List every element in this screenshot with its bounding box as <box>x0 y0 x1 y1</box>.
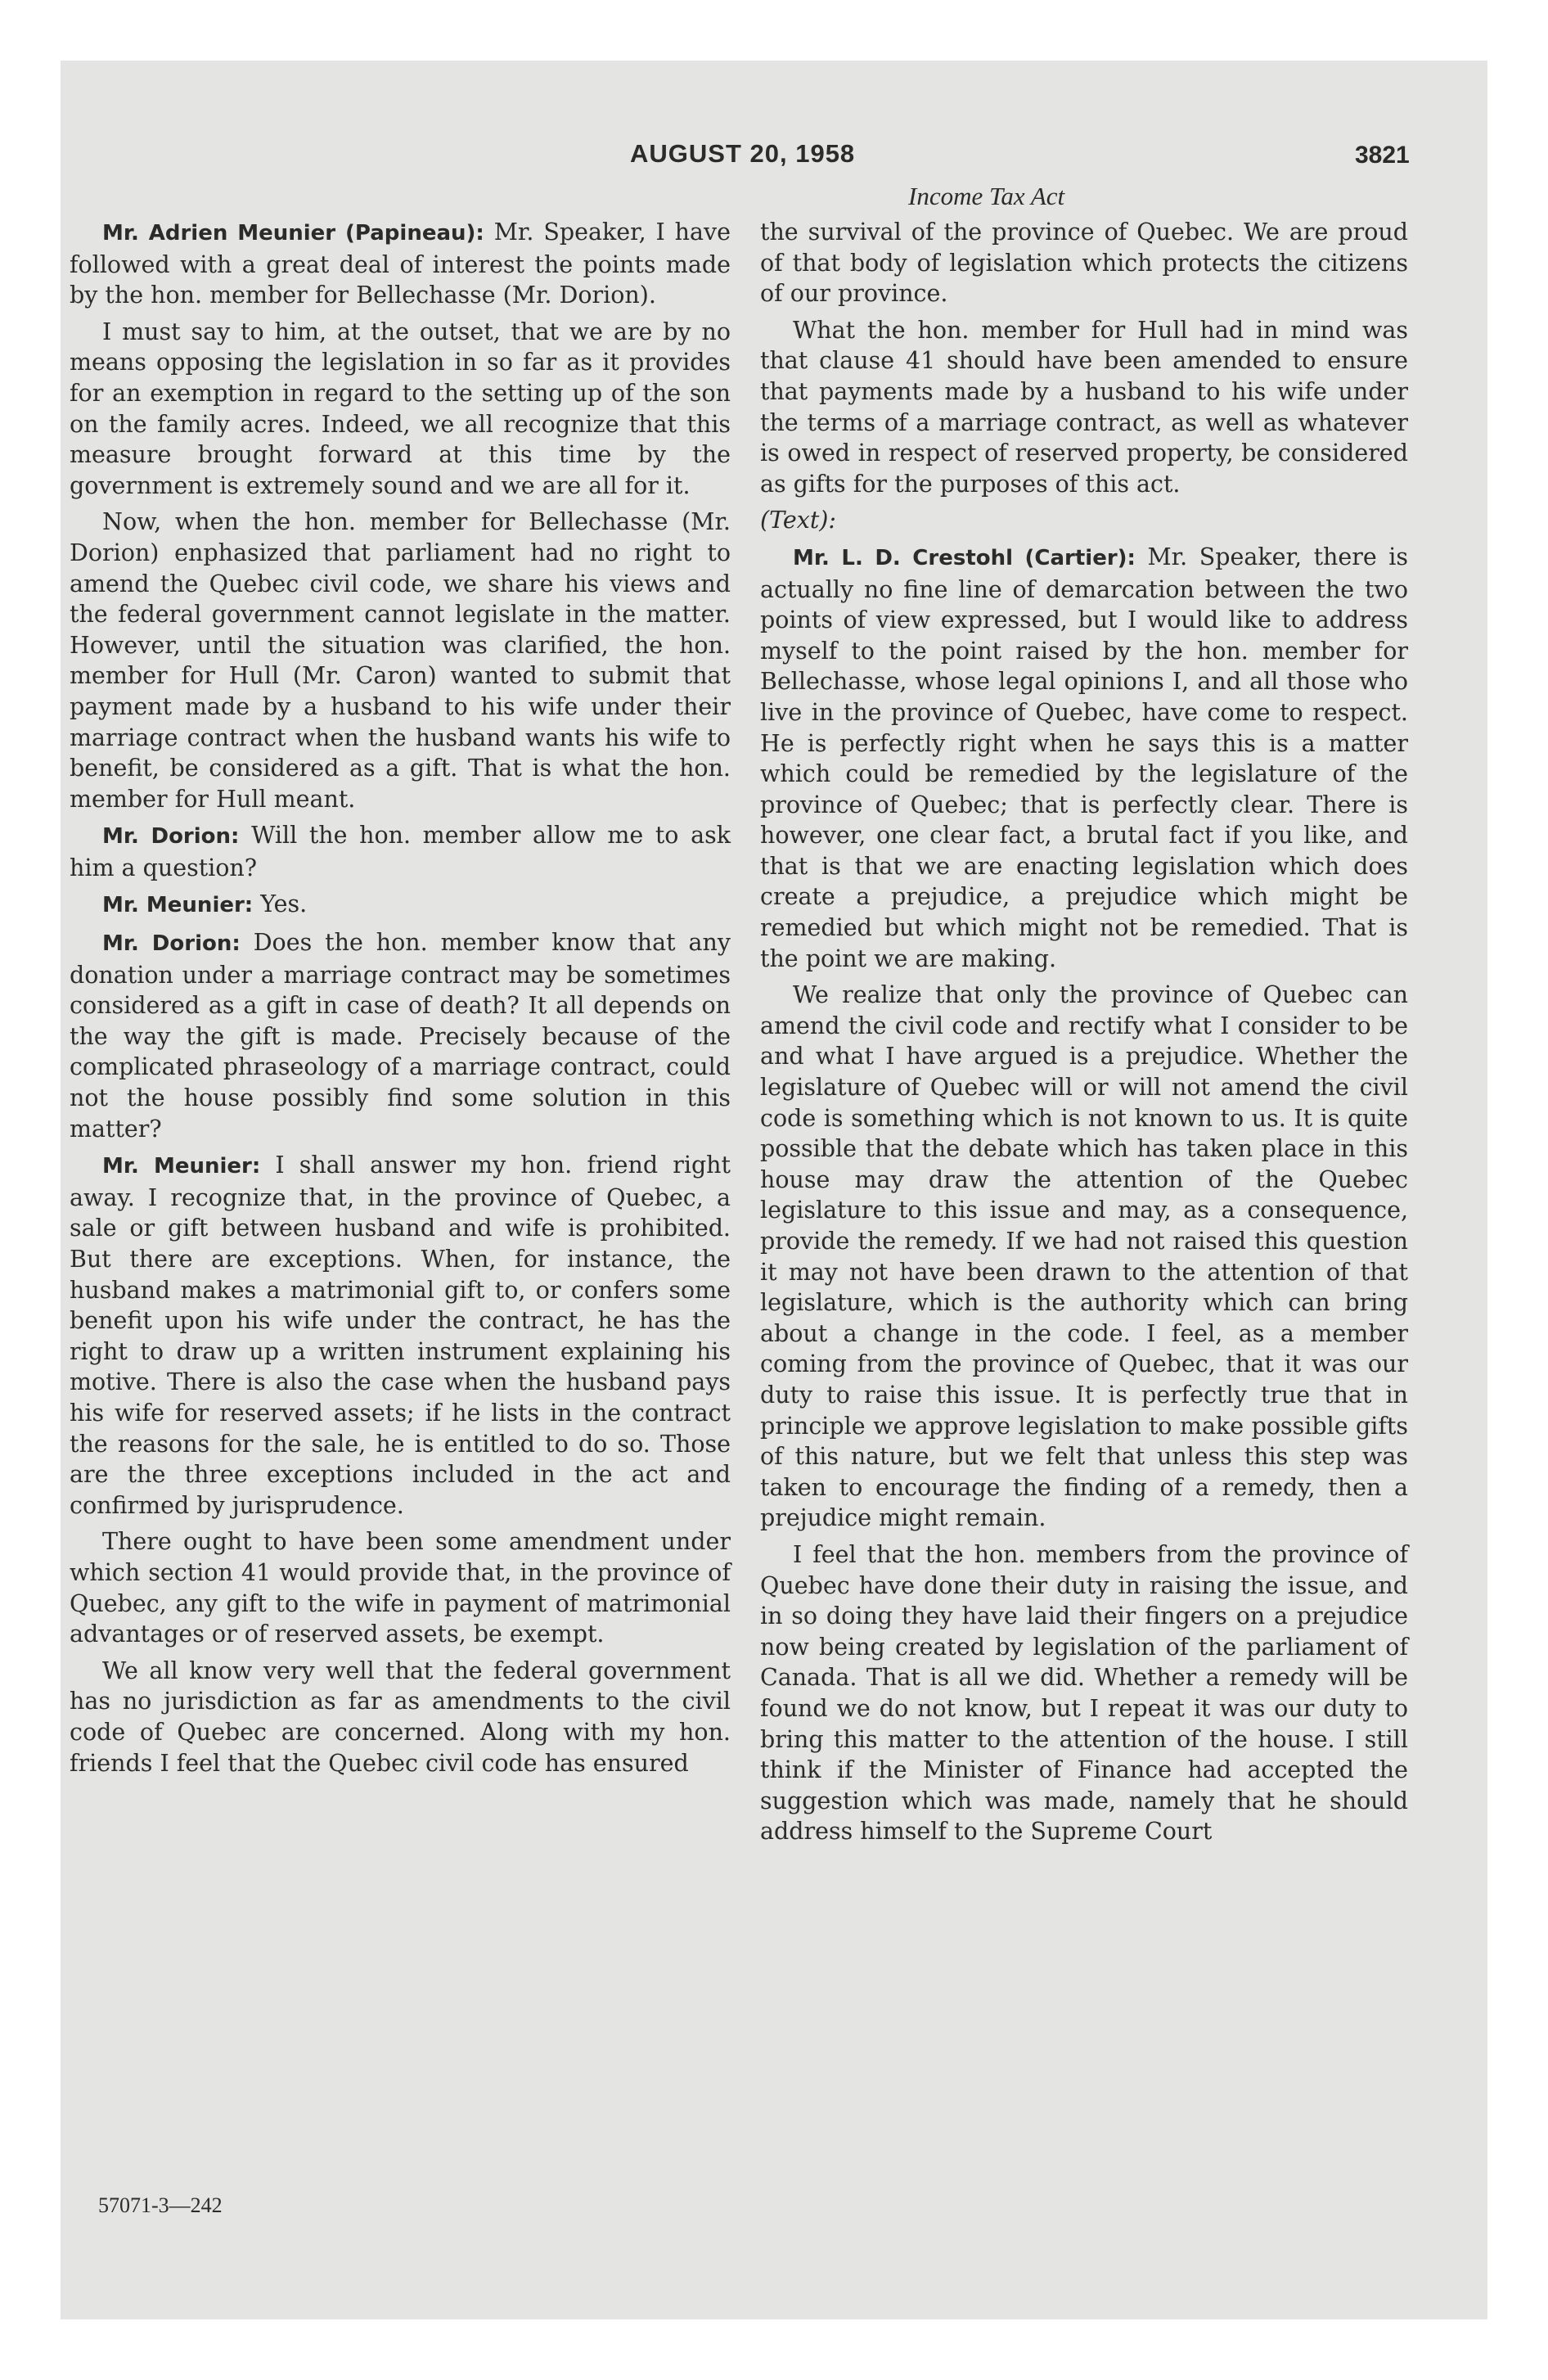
paragraph <box>760 315 1408 500</box>
footer-code: 57071-3—242 <box>98 2193 223 2217</box>
right-column <box>760 217 1408 1853</box>
paragraph <box>70 889 731 922</box>
paragraph <box>760 217 1408 309</box>
paragraph-text: There ought to have been some amendment under which section 41 would provide that, in the province of Quebec, any gift to the wife in payment of matrimonial advantages or of reserved assets, be exempt. <box>70 1528 731 1648</box>
paragraph <box>760 542 1408 974</box>
speaker-name: Mr. L. D. Crestohl (Cartier): <box>793 545 1136 570</box>
speaker-name: Mr. Dorion: <box>102 824 240 850</box>
paragraph <box>760 980 1408 1534</box>
paragraph <box>760 1539 1408 1847</box>
paragraph-text: Does the hon. member know that any donation under a marriage contract may be sometimes considered as a gift in case of death? It all depends on the way the gift is made. Precisely because of the complicated phraseology of a marriage contract, could not the house possibly find some solution in this matter? <box>70 929 731 1143</box>
paragraph <box>70 927 731 1144</box>
paragraph <box>70 317 731 502</box>
paragraph-text: I shall answer my hon. friend right away. I recognize that, in the province of Quebec, a sale or gift between husband and wife is prohibited. But there are exceptions. When, for instance, the husband makes a matrimonial gift to, or confers some benefit upon his wife under the contract, he has the right to draw up a written instrument explaining his motive. There is also the case when the husband pays his wife for reserved assets; if he lists in the contract the reasons for the sale, he is entitled to do so. Those are the three exceptions included in the act and confirmed by jurisprudence. <box>70 1152 731 1519</box>
paragraph-text: (Text): <box>760 507 837 534</box>
paragraph-text: I feel that the hon. members from the province of Quebec have done their duty in raising the issue, and in so doing they have laid their fingers on a prejudice now being created by legislation of the parliament of Canada. That is all we did. Whether a remedy will be found we do not know, but I repeat it was our duty to bring this matter to the attention of the house. I still think if the Minister of Finance had accepted the suggestion which was made, namely that he should address himself to the Supreme Court <box>760 1540 1408 1846</box>
paragraph-text: Will the hon. member allow me to ask him a question? <box>70 822 731 881</box>
paragraph <box>70 820 731 883</box>
running-subject: Income Tax Act <box>908 182 1065 210</box>
paragraph-text: I must say to him, at the outset, that we are by no means opposing the legislation in so far as it provides for an exemption in regard to the setting up of the son on the family acres. Indeed, we all recognize that this measure brought forward at this time by the government is extremely sound and we are all for it. <box>70 318 731 499</box>
paragraph <box>70 1150 731 1521</box>
paragraph-text: Mr. Speaker, I have followed with a great deal of interest the points made by the hon. member for Bellechasse (Mr. Dorion). <box>70 219 731 309</box>
paragraph-text: What the hon. member for Hull had in mind was that clause 41 should have been amended to ensure that payments made by a husband to his wife under the terms of a marriage contract, as well as whatever is owed in respect of reserved property, be considered as gifts for the purposes of this act. <box>760 316 1408 498</box>
paragraph-text: Yes. <box>260 890 308 918</box>
speaker-name: Mr. Dorion: <box>102 931 241 957</box>
section-label <box>760 505 1408 536</box>
paragraph-text: the survival of the province of Quebec. We are proud of that body of legislation which protects the citizens of our province. <box>760 219 1408 308</box>
paragraph-text: Mr. Speaker, there is actually no fine line of demarcation between the two points of view expressed, but I would like to address myself to the point raised by the hon. member for Bellechasse, whose legal opinions I, and all those who live in the province of Quebec, have come to respect. He is perfectly right when he says this is a matter which could be remedied by the legislature of the province of Quebec; that is perfectly clear. There is however, one clear fact, a brutal fact if you like, and that is that we are enacting legislation which does create a prejudice, a prejudice which might be remedied but which might not be remedied. That is the point we are making. <box>760 543 1408 972</box>
paragraph <box>70 1656 731 1778</box>
left-column <box>70 217 731 1784</box>
paragraph <box>70 507 731 814</box>
speaker-name: Mr. Adrien Meunier (Papineau): <box>102 221 484 246</box>
paragraph <box>70 217 731 311</box>
page-number: 3821 <box>1355 142 1410 169</box>
speaker-name: Mr. Meunier: <box>102 1154 261 1179</box>
header-date: AUGUST 20, 1958 <box>630 139 856 168</box>
paragraph <box>70 1526 731 1649</box>
paragraph-text: Now, when the hon. member for Bellechasse (Mr. Dorion) enphasized that parliament had no right to amend the Quebec civil code, we share his views and the federal government cannot legislate in the matter. However, until the situation was clarified, the hon. member for Hull (Mr. Caron) wanted to submit that payment made by a husband to his wife under their marriage contract when the husband wants his wife to benefit, be considered as a gift. That is what the hon. member for Hull meant. <box>70 508 731 813</box>
speaker-name: Mr. Meunier: <box>102 893 254 918</box>
paragraph-text: We all know very well that the federal government has no jurisdiction as far as amendments to the civil code of Quebec are concerned. Along with my hon. friends I feel that the Quebec civil code has ensured <box>70 1657 731 1777</box>
paragraph-text: We realize that only the province of Quebec can amend the civil code and rectify what I consider to be and what I have argued is a prejudice. Whether the legislature of Quebec will or will not amend the civil code is something which is not known to us. It is quite possible that the debate which has taken place in this house may draw the attention of the Quebec legislature to this issue and may, as a consequence, provide the remedy. If we had not raised this question it may not have been drawn to the attention of that legislature, which is the authority which can bring about a change in the code. I feel, as a member coming from the province of Quebec, that it was our duty to raise this issue. It is perfectly true that in principle we approve legislation to make possible gifts of this nature, but we felt that unless this step was taken to encourage the finding of a remedy, then a prejudice might remain. <box>760 981 1408 1532</box>
